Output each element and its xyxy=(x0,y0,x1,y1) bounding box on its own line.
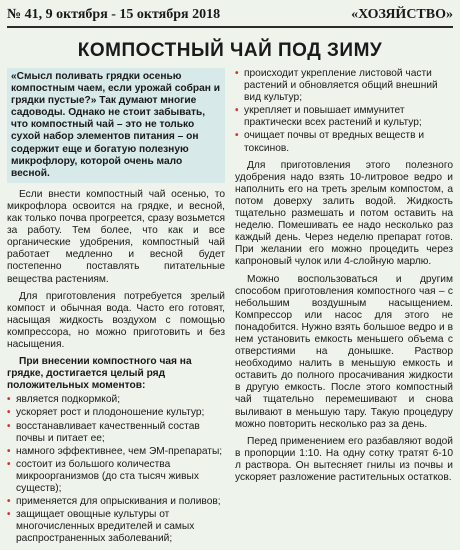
bullet-icon: • xyxy=(235,68,239,79)
paragraph: Перед применением его разбавляют водой в пропорции 1:10. На одну сотку тратят 6-10 л раствора. Он вытесняет гнилы из почвы и ускоряет разложение растительных остатков. xyxy=(235,435,453,483)
list-item: • восстанавливает качественный состав почвы и питает ее; xyxy=(7,420,200,444)
list-item: • применяется для опрыскивания и поливов; xyxy=(7,496,221,508)
bullet-icon: • xyxy=(235,130,239,142)
paragraph: Для приготовления этого полезного удобрения надо взять 10-литровое ведро и наполнить его на треть зрелым компостом, а потом доверху залить водой. Жидкость тщательно размешать и потом оставить на неделю. Помешивать ее надо несколько раз каждый день. Через неделю препарат готов. При желании его можно процедить через капроновый чулок или 4-слойную марлю. xyxy=(235,159,453,268)
left-column xyxy=(7,68,225,550)
bullet-icon: • xyxy=(7,420,11,432)
bullet-icon: • xyxy=(235,105,239,117)
benefits-heading: При внесении компостного чая на грядке, достигается целый ряд положительных моментов: xyxy=(7,356,192,392)
list-item: • намного эффективнее, чем ЭМ-препараты; xyxy=(7,445,223,457)
section-name: «ХОЗЯЙСТВО» xyxy=(351,7,453,22)
bullet-icon: • xyxy=(7,445,11,457)
list-item: • происходит укрепление листовой части растений и обновляется общий внешний вид культур; xyxy=(235,68,438,104)
list-item: • очищает почвы от вредных веществ и токсинов. xyxy=(235,130,425,154)
article-body xyxy=(7,68,453,550)
article-lead: «Смысл поливать грядки осенью компостным чаем, если урожай собран и грядки пустые?» Так думают многие садоводы. Однако не стоит забывать, что компостный чай – это не только сухой набор элементов питания – он содержит еще и богатую полезную микрофлору, которой очень мало весной. xyxy=(7,68,225,183)
paragraph: Можно воспользоваться и другим способом приготовления компостного чая – с небольшим воздушным насыщением. Компрессор или насос для этого не понадобится. Нужно взять большое ведро и в нем установить емкость меньшего объема с отверстиями на донышке. Раствор необходимо налить в меньшую емкость и оставить до полного просачивания жидкости в другую емкость. После этого компостный чай тщательно перемешивают и снова выливают в меньшую тару. Такую процедуру можно повторить несколько раз за день. xyxy=(235,273,453,430)
bullet-icon: • xyxy=(7,509,11,521)
issue-info: № 41, 9 октября - 15 октября 2018 xyxy=(7,7,221,22)
bullet-icon: • xyxy=(7,458,11,470)
newspaper-header xyxy=(7,4,453,28)
paragraph: Если внести компостный чай осенью, то микрофлора освоится на грядке, и весной, как только почва прогреется, сразу возьмется за работу. Тем более, что как и все органические удобрения, компостный чай работает медленно и весной будет постепенно поставлять питательные вещества растениям. xyxy=(7,188,225,285)
right-column xyxy=(235,68,453,550)
article-title: КОМПОСТНЫЙ ЧАЙ ПОД ЗИМУ xyxy=(77,40,383,61)
bullet-icon: • xyxy=(7,394,11,406)
bullet-icon: • xyxy=(7,407,11,419)
list-item: • укрепляет и повышает иммунитет практически всех растений и культур; xyxy=(235,105,422,129)
benefits-list xyxy=(7,394,225,545)
list-item: • защищает овощные культуры от многочисленных вредителей и самых распространенных заболеваний; xyxy=(7,509,195,545)
bullet-icon: • xyxy=(7,496,11,508)
list-item: • является подкормкой; xyxy=(7,394,121,406)
list-item: • состоит из большого количества микроорганизмов (до ста тысяч живых существ); xyxy=(7,458,199,494)
list-item: • ускоряет рост и плодоношение культур; xyxy=(7,407,205,419)
benefits-list-continued xyxy=(235,68,453,155)
paragraph: Для приготовления потребуется зрелый компост и обычная вода. Часто его готовят, насыщая жидкость воздухом с помощью компрессора, но можно приготовить и без насыщения. xyxy=(7,290,225,350)
